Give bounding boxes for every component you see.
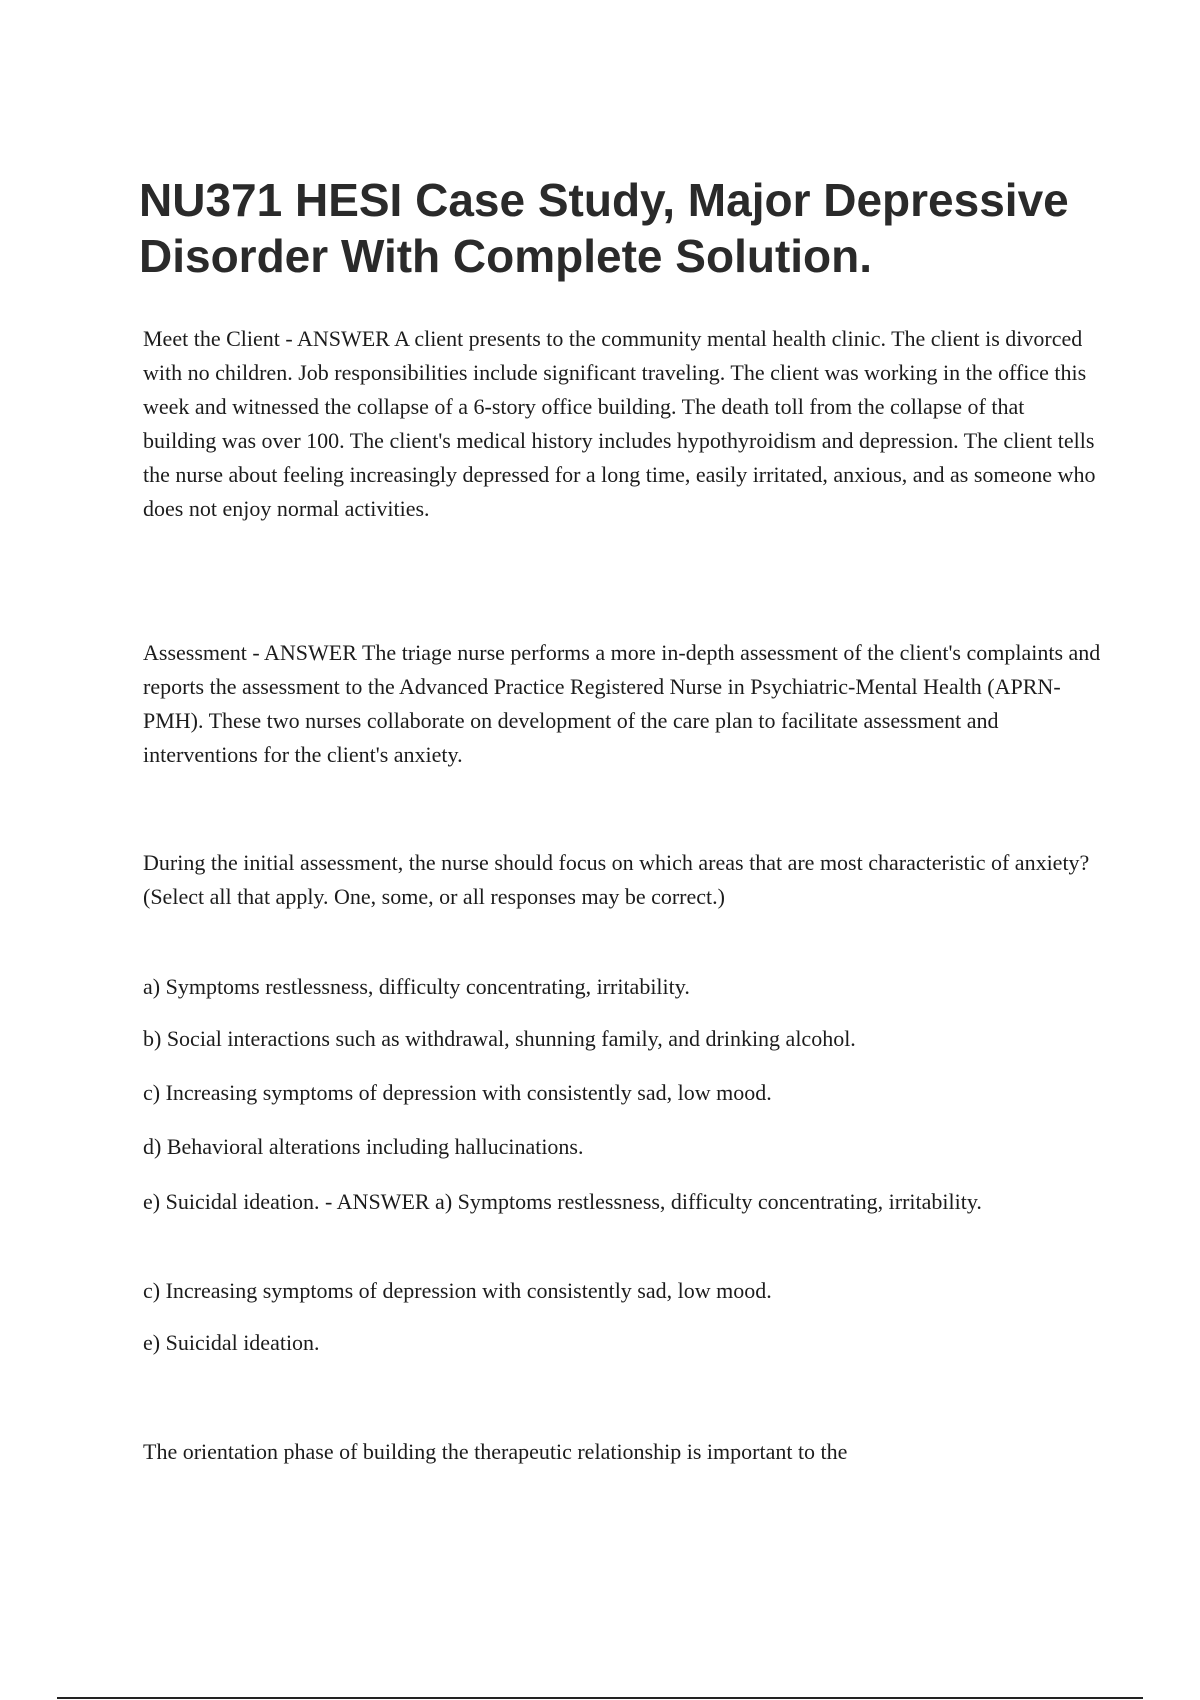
answer-e: e) Suicidal ideation.	[143, 1330, 320, 1355]
paragraph-meet-the-client: Meet the Client - ANSWER A client presents to the community mental health clinic. The client is divorced with no children. Job responsibilities include significant traveling. The client was working in the office this week and witnessed the collapse of a 6-story office building. The death toll from the collapse of that building was over 100. The client's medical history includes hypothyroidism and depression. The client tells the nurse about feeling increasingly depressed for a long time, easily irritated, anxious, and as someone who does not enjoy normal activities.	[143, 326, 1096, 521]
answer-c: c) Increasing symptoms of depression with consistently sad, low mood.	[143, 1278, 772, 1303]
paragraph-assessment: Assessment - ANSWER The triage nurse performs a more in-depth assessment of the client's complaints and reports the assessment to the Advanced Practice Registered Nurse in Psychiatric-Mental Health (APRN-PMH). These two nurses collaborate on development of the care plan to facilitate assessment and interventions for the client's anxiety.	[143, 640, 1101, 767]
option-a: a) Symptoms restlessness, difficulty concentrating, irritability.	[143, 974, 690, 999]
option-e-with-answer: e) Suicidal ideation. - ANSWER a) Symptoms restlessness, difficulty concentrating, irritability.	[143, 1189, 982, 1214]
page-bottom-divider	[57, 1697, 1143, 1699]
paragraph-orientation-phase: The orientation phase of building the therapeutic relationship is important to the	[143, 1439, 848, 1464]
option-c: c) Increasing symptoms of depression with consistently sad, low mood.	[143, 1080, 772, 1105]
option-b: b) Social interactions such as withdrawal, shunning family, and drinking alcohol.	[143, 1026, 856, 1051]
document-title: NU371 HESI Case Study, Major Depressive Disorder With Complete Solution.	[139, 174, 1069, 282]
paragraph-question-anxiety: During the initial assessment, the nurse should focus on which areas that are most characteristic of anxiety? (Select all that apply. One, some, or all responses may be correct.)	[143, 850, 1090, 909]
option-d: d) Behavioral alterations including hallucinations.	[143, 1134, 584, 1159]
